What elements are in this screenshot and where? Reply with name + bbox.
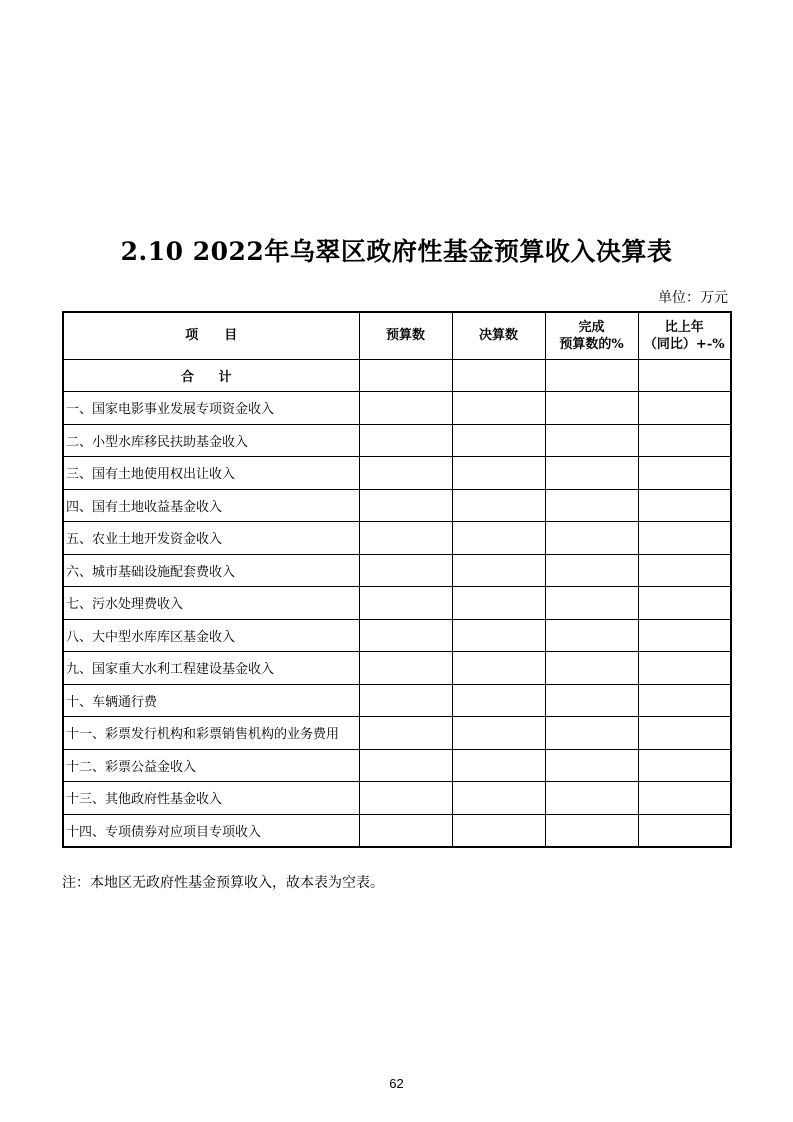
row-yoy-cell — [638, 782, 731, 815]
row-final-cell — [452, 684, 545, 717]
page-number: 62 — [389, 1076, 404, 1091]
header-completion-line2: 预算数的% — [559, 336, 624, 352]
row-completion-cell — [545, 652, 638, 685]
total-label: 合 计 — [63, 359, 359, 392]
row-budget-cell — [359, 717, 452, 750]
row-final-cell — [452, 619, 545, 652]
row-item-label: 二、小型水库移民扶助基金收入 — [63, 424, 359, 457]
header-completion — [545, 312, 638, 359]
row-yoy-cell — [638, 749, 731, 782]
header-item: 项 目 — [63, 312, 359, 359]
row-budget-cell — [359, 684, 452, 717]
row-item-label: 五、农业土地开发资金收入 — [63, 522, 359, 555]
row-final-cell — [452, 424, 545, 457]
row-completion-cell — [545, 749, 638, 782]
header-yoy-line2: （同比）+-% — [643, 336, 725, 352]
row-final-cell — [452, 392, 545, 425]
row-completion-cell — [545, 424, 638, 457]
header-final: 决算数 — [452, 312, 545, 359]
page-title: 2.10 2022年乌翠区政府性基金预算收入决算表 — [120, 237, 673, 266]
row-budget-cell — [359, 392, 452, 425]
row-final-cell — [452, 782, 545, 815]
row-item-label: 十、车辆通行费 — [63, 684, 359, 717]
row-final-cell — [452, 652, 545, 685]
total-final-cell — [452, 359, 545, 392]
row-final-cell — [452, 457, 545, 490]
table-row — [63, 392, 731, 425]
table-row — [63, 489, 731, 522]
table-row — [63, 522, 731, 555]
row-completion-cell — [545, 392, 638, 425]
row-item-label: 四、国有土地收益基金收入 — [63, 489, 359, 522]
row-item-label: 一、国家电影事业发展专项资金收入 — [63, 392, 359, 425]
row-yoy-cell — [638, 392, 731, 425]
row-final-cell — [452, 554, 545, 587]
table-row — [63, 814, 731, 847]
row-final-cell — [452, 814, 545, 847]
row-item-label: 十四、专项债券对应项目专项收入 — [63, 814, 359, 847]
row-item-label: 六、城市基础设施配套费收入 — [63, 554, 359, 587]
row-final-cell — [452, 717, 545, 750]
row-completion-cell — [545, 554, 638, 587]
row-yoy-cell — [638, 619, 731, 652]
row-final-cell — [452, 749, 545, 782]
header-completion-line1: 完成 — [578, 319, 605, 335]
table-row — [63, 652, 731, 685]
row-yoy-cell — [638, 554, 731, 587]
row-budget-cell — [359, 652, 452, 685]
row-yoy-cell — [638, 587, 731, 620]
row-completion-cell — [545, 717, 638, 750]
row-completion-cell — [545, 782, 638, 815]
row-completion-cell — [545, 587, 638, 620]
total-row — [63, 359, 731, 392]
row-item-label: 八、大中型水库库区基金收入 — [63, 619, 359, 652]
table-row — [63, 717, 731, 750]
row-budget-cell — [359, 749, 452, 782]
total-completion-cell — [545, 359, 638, 392]
unit-label: 单位：万元 — [658, 290, 728, 306]
header-budget: 预算数 — [359, 312, 452, 359]
total-budget-cell — [359, 359, 452, 392]
header-yoy-line1: 比上年 — [664, 319, 704, 335]
row-final-cell — [452, 522, 545, 555]
table-header-row — [63, 312, 731, 359]
row-item-label: 七、污水处理费收入 — [63, 587, 359, 620]
header-yoy — [638, 312, 731, 359]
row-item-label: 十二、彩票公益金收入 — [63, 749, 359, 782]
row-item-label: 十三、其他政府性基金收入 — [63, 782, 359, 815]
total-yoy-cell — [638, 359, 731, 392]
row-completion-cell — [545, 457, 638, 490]
row-final-cell — [452, 489, 545, 522]
row-yoy-cell — [638, 424, 731, 457]
table-row — [63, 424, 731, 457]
row-completion-cell — [545, 522, 638, 555]
table-row — [63, 749, 731, 782]
table-row — [63, 619, 731, 652]
row-budget-cell — [359, 814, 452, 847]
row-yoy-cell — [638, 457, 731, 490]
row-item-label: 九、国家重大水利工程建设基金收入 — [63, 652, 359, 685]
row-completion-cell — [545, 814, 638, 847]
table-row — [63, 457, 731, 490]
row-final-cell — [452, 587, 545, 620]
row-completion-cell — [545, 619, 638, 652]
row-budget-cell — [359, 522, 452, 555]
row-yoy-cell — [638, 522, 731, 555]
row-budget-cell — [359, 457, 452, 490]
budget-table — [62, 311, 732, 848]
row-completion-cell — [545, 684, 638, 717]
row-budget-cell — [359, 587, 452, 620]
row-yoy-cell — [638, 814, 731, 847]
table-row — [63, 782, 731, 815]
row-budget-cell — [359, 619, 452, 652]
row-budget-cell — [359, 424, 452, 457]
row-yoy-cell — [638, 652, 731, 685]
row-item-label: 三、国有土地使用权出让收入 — [63, 457, 359, 490]
row-yoy-cell — [638, 717, 731, 750]
table-row — [63, 554, 731, 587]
table-row — [63, 684, 731, 717]
row-completion-cell — [545, 489, 638, 522]
row-budget-cell — [359, 554, 452, 587]
row-budget-cell — [359, 782, 452, 815]
table-row — [63, 587, 731, 620]
row-budget-cell — [359, 489, 452, 522]
row-yoy-cell — [638, 489, 731, 522]
table-note: 注：本地区无政府性基金预算收入，故本表为空表。 — [62, 875, 384, 891]
row-item-label: 十一、彩票发行机构和彩票销售机构的业务费用 — [63, 717, 359, 750]
row-yoy-cell — [638, 684, 731, 717]
